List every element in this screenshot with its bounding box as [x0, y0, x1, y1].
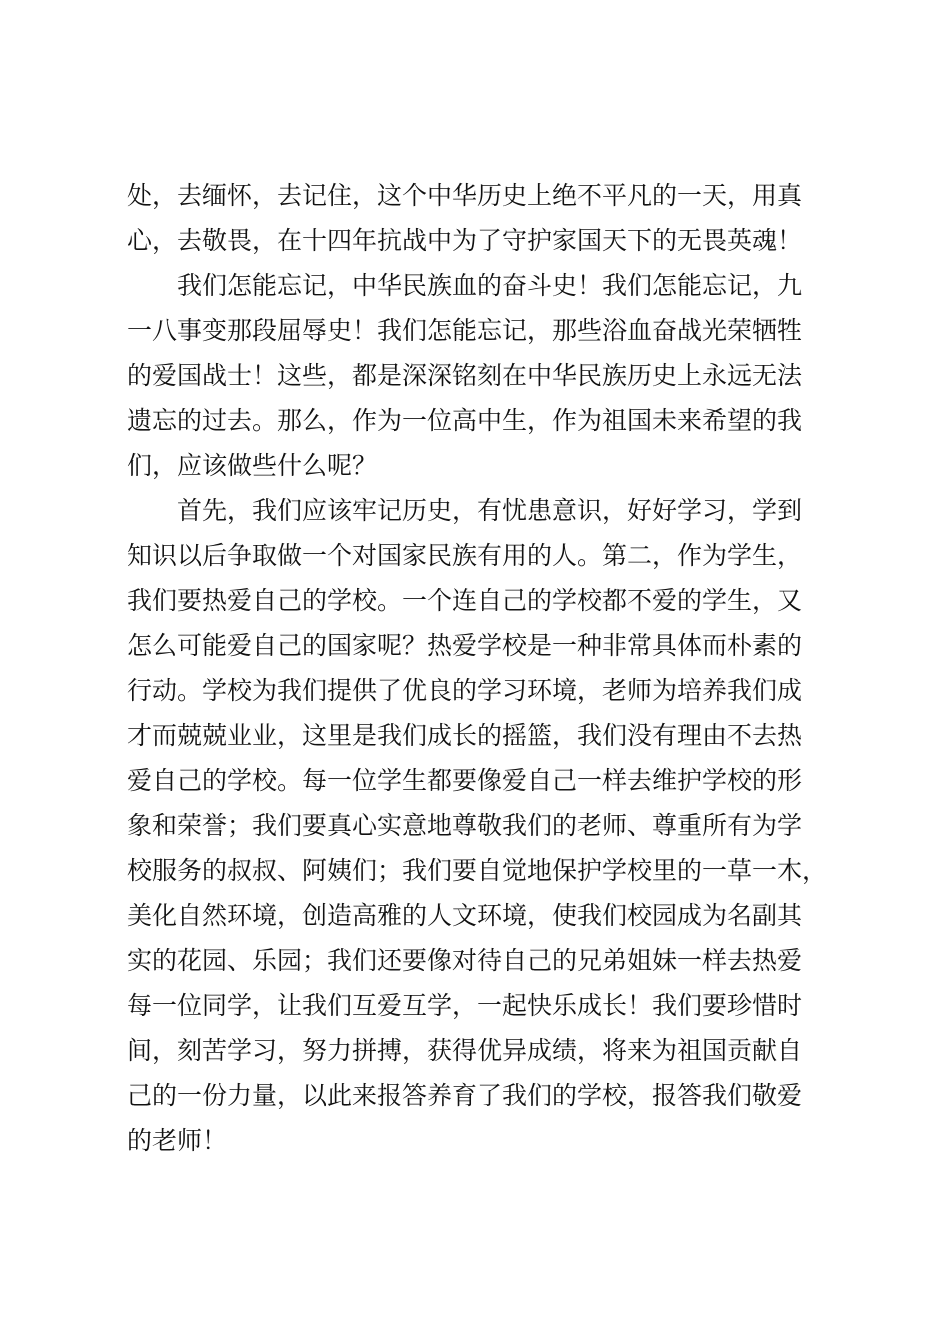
text-line: 我们要热爱自己的学校。一个连自己的学校都不爱的学生，又	[127, 586, 803, 615]
text-line: 校服务的叔叔、阿姨们；我们要自觉地保护学校里的一草一木，	[127, 856, 828, 885]
body-text	[127, 173, 847, 1163]
paragraph-start-line: 我们怎能忘记，中华民族血的奋斗史！我们怎能忘记，九	[177, 271, 803, 300]
text-line: 的爱国战士！这些，都是深深铭刻在中华民族历史上永远无法	[127, 361, 803, 390]
text-line: 象和荣誉；我们要真心实意地尊敬我们的老师、尊重所有为学	[127, 811, 803, 840]
text-line: 心，去敬畏，在十四年抗战中为了守护家国天下的无畏英魂！	[127, 226, 803, 255]
text-line: 己的一份力量，以此来报答养育了我们的学校，报答我们敬爱	[127, 1081, 803, 1110]
text-line: 才而兢兢业业，这里是我们成长的摇篮，我们没有理由不去热	[127, 721, 803, 750]
text-line: 每一位同学，让我们互爱互学，一起快乐成长！我们要珍惜时	[127, 991, 803, 1020]
text-line: 爱自己的学校。每一位学生都要像爱自己一样去维护学校的形	[127, 766, 803, 795]
text-line: 实的花园、乐园；我们还要像对待自己的兄弟姐妹一样去热爱	[127, 946, 803, 975]
text-line: 怎么可能爱自己的国家呢？热爱学校是一种非常具体而朴素的	[127, 631, 803, 660]
paragraph-start-line: 首先，我们应该牢记历史，有忧患意识，好好学习，学到	[177, 496, 803, 525]
text-line: 的老师！	[127, 1126, 228, 1155]
text-line: 们，应该做些什么呢？	[127, 451, 378, 480]
text-line: 一八事变那段屈辱史！我们怎能忘记，那些浴血奋战光荣牺牲	[127, 316, 803, 345]
text-line: 美化自然环境，创造高雅的人文环境，使我们校园成为名副其	[127, 901, 803, 930]
text-line: 行动。学校为我们提供了优良的学习环境，老师为培养我们成	[127, 676, 803, 705]
text-line: 遗忘的过去。那么，作为一位高中生，作为祖国未来希望的我	[127, 406, 803, 435]
text-line: 知识以后争取做一个对国家民族有用的人。第二，作为学生，	[127, 541, 803, 570]
text-line: 处，去缅怀，去记住，这个中华历史上绝不平凡的一天，用真	[127, 181, 803, 210]
text-line: 间，刻苦学习，努力拼搏，获得优异成绩，将来为祖国贡献自	[127, 1036, 803, 1065]
